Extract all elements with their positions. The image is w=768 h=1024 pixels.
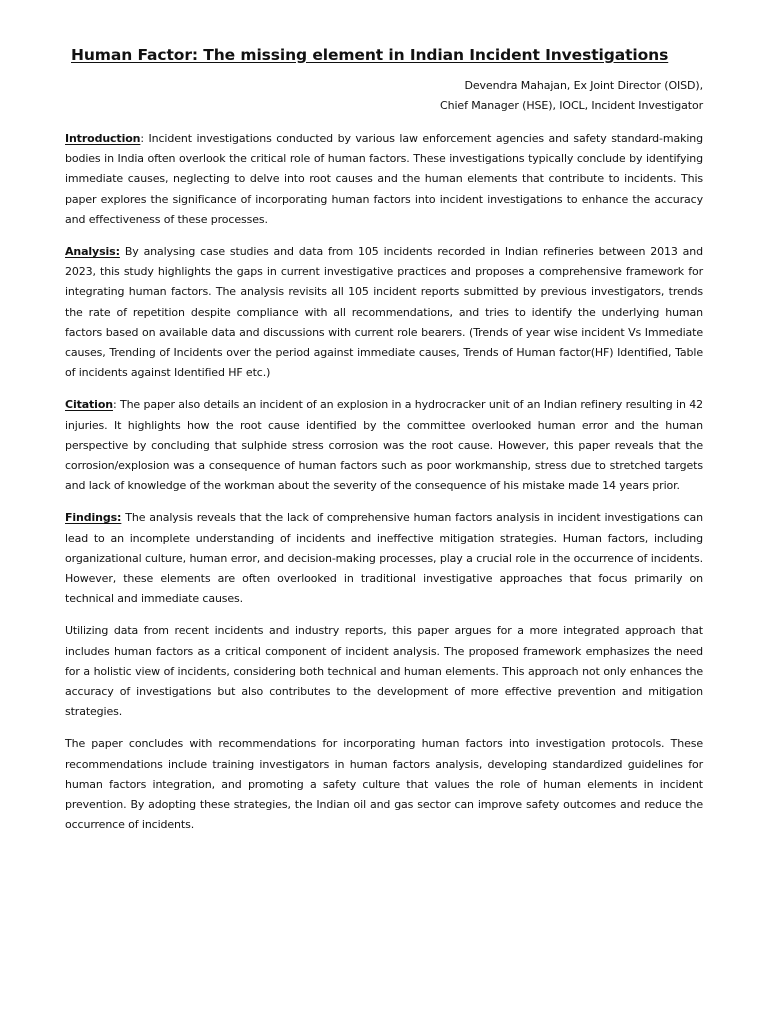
findings-text: The analysis reveals that the lack of comprehensive human factors analysis in incident investigations can lead to an incomplete understanding of incidents and ineffective mitigation strategies. Human factors, including organizational culture, human error, and decision-making processes, play a crucial role in the occurrence of incidents. However, these elements are often overlooked in traditional investigative approaches that focus primarily on technical and immediate causes. — [65, 511, 703, 606]
introduction-paragraph — [65, 129, 703, 230]
findings-paragraph — [65, 508, 703, 609]
conclusion-paragraph: The paper concludes with recommendations for incorporating human factors into investigation protocols. These recommendations include training investigators in human factors analysis, developing standardized guidelines for human factors integration, and promoting a safety culture that values the role of human elements in incident prevention. By adopting these strategies, the Indian oil and gas sector can improve safety outcomes and reduce the occurrence of incidents. — [65, 737, 703, 832]
findings-heading: Findings: — [65, 511, 122, 525]
citation-text: The paper also details an incident of an explosion in a hydrocracker unit of an Indian refinery resulting in 42 injuries. It highlights how the root cause identified by the committee overlooked human error and the human perspective by concluding that sulphide stress corrosion was the root cause. However, this paper reveals that the corrosion/explosion was a consequence of human factors such as poor workmanship, stress due to stretched targets and lack of knowledge of the workman about the severity of the consequence of his mistake made 14 years prior. — [65, 398, 703, 493]
introduction-colon: : — [140, 132, 149, 145]
document-page — [65, 40, 703, 836]
author-block — [65, 76, 703, 116]
analysis-heading: Analysis: — [65, 245, 120, 259]
author-line-2: Chief Manager (HSE), IOCL, Incident Investigator — [440, 99, 703, 112]
citation-colon: : — [112, 398, 120, 412]
citation-paragraph — [65, 395, 703, 496]
document-title: Human Factor: The missing element in Indian Incident Investigations — [71, 46, 669, 64]
analysis-paragraph — [65, 242, 703, 383]
citation-heading: Citation — [65, 398, 113, 412]
integrated-approach-paragraph: Utilizing data from recent incidents and industry reports, this paper argues for a more integrated approach that includes human factors as a critical component of incident analysis. The proposed framework emphasizes the need for a holistic view of incidents, considering both technical and human elements. This approach not only enhances the accuracy of investigations but also contributes to the development of more effective prevention and mitigation strategies. — [65, 624, 703, 719]
analysis-text: By analysing case studies and data from 105 incidents recorded in Indian refineries between 2013 and 2023, this study highlights the gaps in current investigative practices and proposes a comprehensive framework for integrating human factors. The analysis revisits all 105 incident reports submitted by previous investigators, trends the rate of repetition despite compliance with all recommendations, and tries to identify the underlying human factors based on available data and discussions with current role bearers. (Trends of year wise incident Vs Immediate causes, Trending of Incidents over the period against immediate causes, Trends of Human factor(HF) Identified, Table of incidents against Identified HF etc.) — [65, 245, 703, 380]
author-line-1: Devendra Mahajan, Ex Joint Director (OISD), — [464, 79, 703, 92]
introduction-heading: Introduction — [65, 132, 141, 145]
introduction-text: Incident investigations conducted by various law enforcement agencies and safety standard-making bodies in India often overlook the critical role of human factors. These investigations typically conclude by identifying immediate causes, neglecting to delve into root causes and the human elements that contribute to incidents. This paper explores the significance of incorporating human factors into incident investigations to enhance the accuracy and effectiveness of these processes. — [65, 132, 703, 226]
